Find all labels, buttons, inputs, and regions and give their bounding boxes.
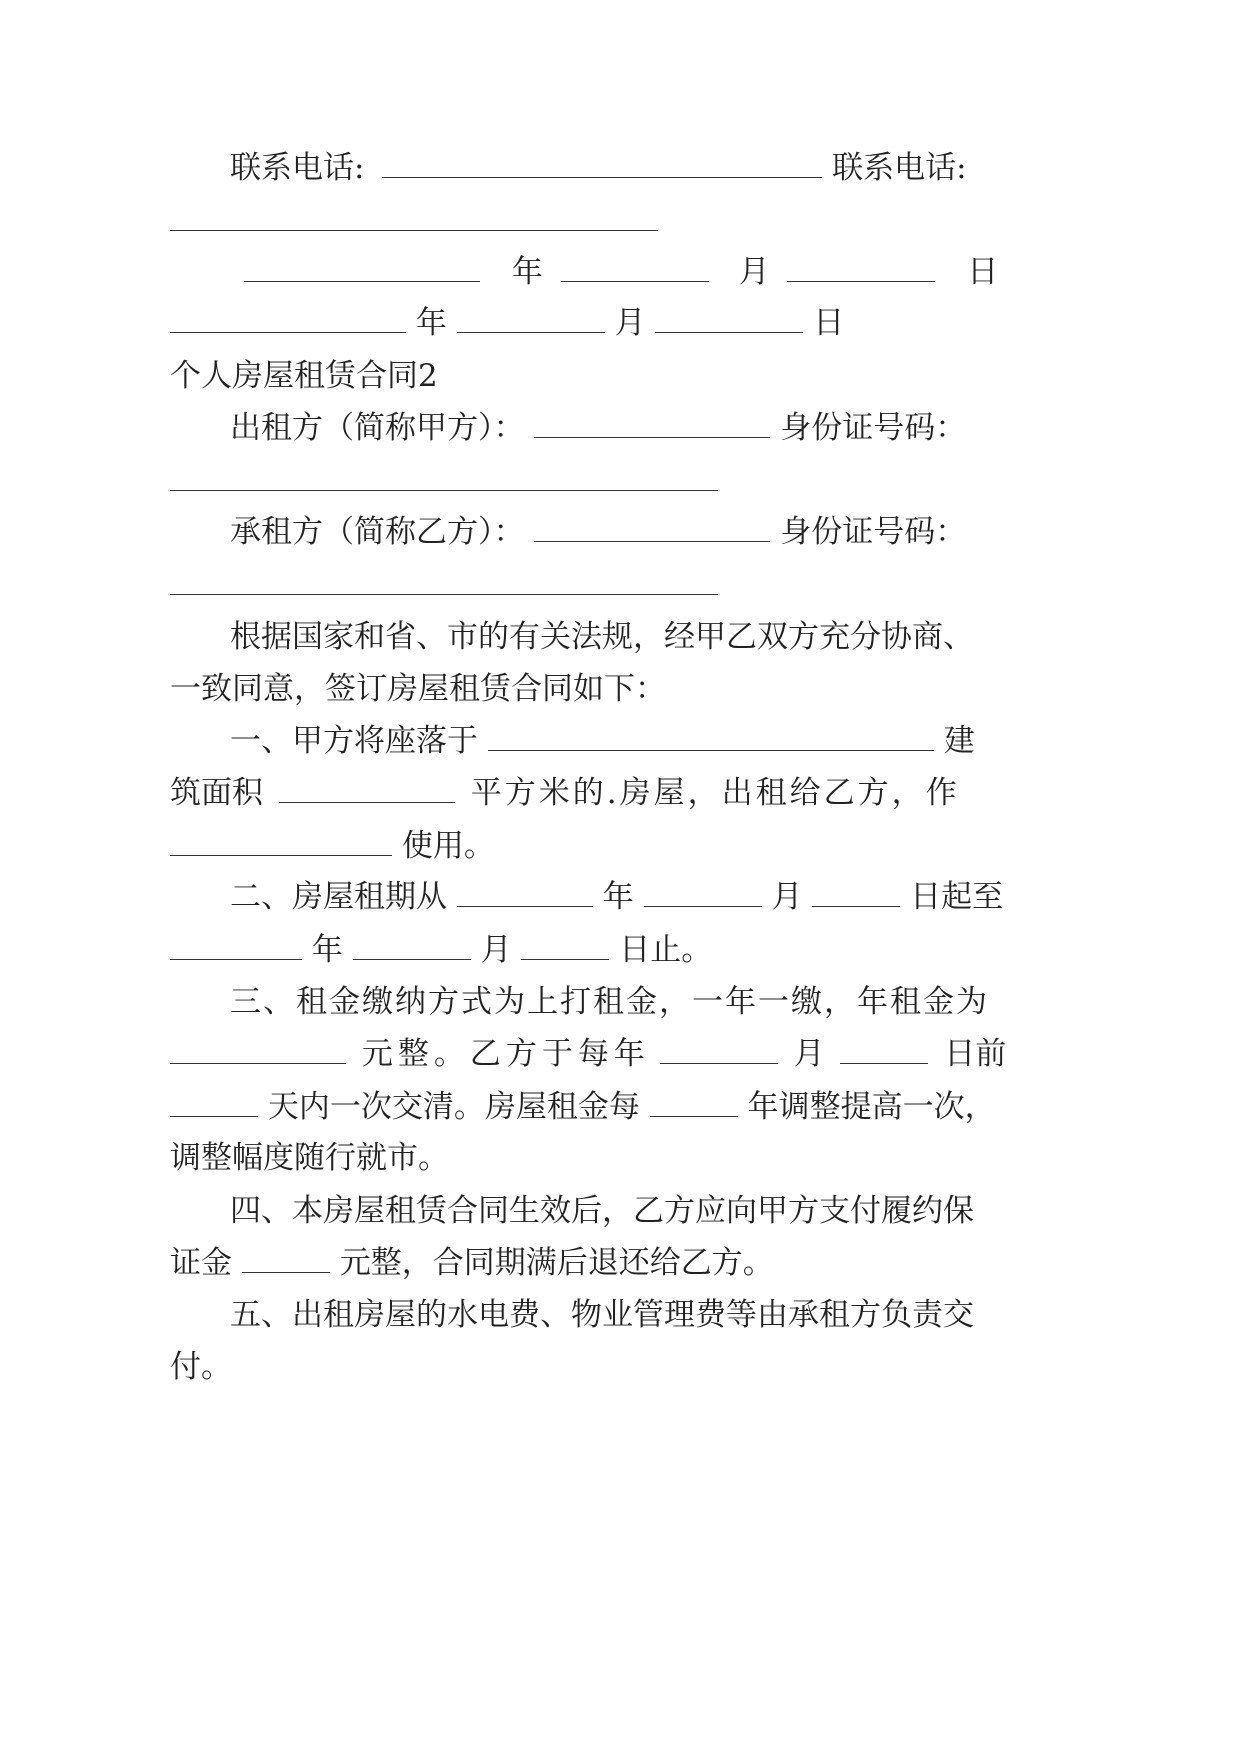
month-label: 月 [738,254,770,290]
clause-2-text-a: 二、房屋租期从 [230,879,447,915]
clause-3-text-d: 年调整提高一次， [747,1089,996,1125]
clause-2-start: 日起至 [910,879,1004,915]
day-blank [655,308,803,333]
lessor-line [230,408,966,448]
clause-3-month: 月 [793,1036,825,1072]
payment-month-blank [660,1039,778,1064]
lessee-name-blank [534,517,770,542]
document-heading: 个人房屋租赁合同2 [170,358,438,394]
deposit-blank [242,1248,330,1273]
clause-1-text-c: 筑面积 [170,775,263,811]
clause-3-text-c: 天内一次交清。房屋租金每 [267,1089,640,1125]
lessor-id-label: 身份证号码： [780,410,967,446]
clause-4-line-1: 四、本房屋租赁合同生效后，乙方应向甲方支付履约保 [230,1193,974,1229]
usage-blank [170,831,392,856]
start-month-blank [644,882,762,907]
end-year-blank [170,935,302,960]
clause-4-text-c: 元整，合同期满后退还给乙方。 [339,1245,774,1281]
clause-1-text-d: 平方米的.房屋，出租给乙方，作 [470,775,960,811]
payment-day-blank [840,1039,928,1064]
clause-2-end: 日止。 [619,932,713,968]
day-blank [787,257,935,282]
clause-1-text-a: 一、甲方将座落于 [230,723,478,759]
contact-label-right: 联系电话: [832,150,967,186]
location-blank [488,726,934,751]
day-label: 日 [967,254,999,290]
area-blank [279,778,455,803]
clause-1-line-2 [170,773,960,813]
year-blank [244,257,480,282]
lessor-id-blank [170,490,718,491]
year-label: 年 [511,254,543,290]
lessee-label: 承租方（简称乙方）： [230,514,525,550]
start-day-blank [812,882,900,907]
lessee-id-blank [170,594,718,595]
contact-phone-blank-right [170,230,658,231]
month-label: 月 [614,305,646,341]
lessee-id-label: 身份证号码： [780,514,967,550]
clause-5-line-1: 五、出租房屋的水电费、物业管理费等由承租方负责交 [230,1297,974,1333]
year-blank [170,308,406,333]
clause-1-text-e: 使用。 [401,828,495,864]
contact-line [230,148,967,188]
intro-line-1: 根据国家和省、市的有关法规，经甲乙双方充分协商、 [230,619,974,655]
lessee-line [230,512,966,552]
clause-2-line-2 [170,930,712,970]
clause-1-text-b: 建 [943,723,975,759]
contact-label-left: 联系电话: [230,150,365,186]
clause-1-line-3 [170,826,495,866]
end-month-blank [353,935,471,960]
clause-2-year: 年 [602,879,634,915]
clause-3-line-2 [170,1034,1006,1074]
intro-line-2: 一致同意，签订房屋租赁合同如下： [170,671,666,707]
adjust-years-blank [650,1092,738,1117]
date-line-2 [170,303,844,343]
days-blank [170,1092,258,1117]
clause-2-year2: 年 [311,932,343,968]
clause-5-line-2: 付。 [170,1349,232,1385]
clause-2-month2: 月 [480,932,512,968]
clause-3-day-before: 日前 [944,1036,1007,1072]
annual-rent-blank [170,1039,346,1064]
lessor-label: 出租方（简称甲方）： [230,410,525,446]
clause-2-line-1 [230,877,1003,917]
clause-3-text-b: 元整。乙方于每年 [361,1036,650,1072]
clause-3-line-1: 三、租金缴纳方式为上打租金，一年一缴，年租金为 [230,984,989,1020]
day-label: 日 [813,305,845,341]
clause-4-line-2 [170,1243,774,1283]
clause-4-text-b: 证金 [170,1245,232,1281]
clause-2-month: 月 [771,879,803,915]
clause-3-line-3 [170,1087,996,1127]
clause-3-line-4: 调整幅度随行就市。 [170,1140,449,1176]
clause-1-line-1 [230,721,975,761]
lessor-name-blank [534,413,770,438]
contact-phone-blank-left [382,153,822,178]
month-blank [561,257,709,282]
start-year-blank [457,882,593,907]
date-line-1 [244,252,998,292]
year-label: 年 [415,305,447,341]
end-day-blank [521,935,609,960]
month-blank [457,308,605,333]
